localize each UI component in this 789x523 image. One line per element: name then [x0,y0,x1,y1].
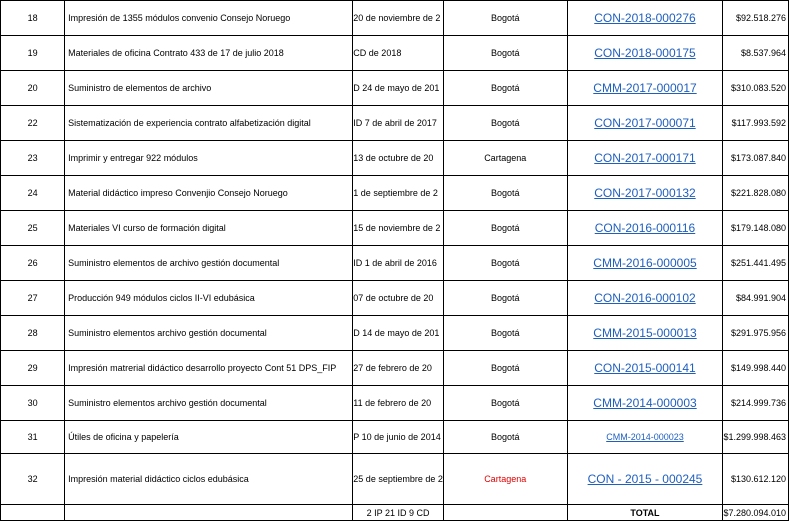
row-date-text: D 24 de mayo de 201 [353,83,440,93]
row-code-cell [567,141,723,176]
total-amount: $7.280.094.010 [723,505,789,521]
contract-code-link[interactable]: CON-2017-000132 [594,186,696,200]
row-date-text: CD de 2018 [353,48,402,58]
table-row [1,211,789,246]
row-city: Bogotá [443,1,567,36]
row-number: 23 [1,141,65,176]
row-number: 32 [1,454,65,505]
row-date [353,281,444,316]
row-city: Bogotá [443,421,567,454]
row-date [353,421,444,454]
row-date-text: D 14 de mayo de 201 [353,328,440,338]
row-number: 29 [1,351,65,386]
totals-city [443,505,567,521]
row-date [353,176,444,211]
row-city: Bogotá [443,176,567,211]
row-city: Bogotá [443,106,567,141]
row-code-cell [567,316,723,351]
row-date [353,141,444,176]
row-city: Bogotá [443,386,567,421]
row-number: 31 [1,421,65,454]
row-date [353,246,444,281]
row-date [353,36,444,71]
row-code-cell [567,351,723,386]
row-number: 22 [1,106,65,141]
contract-code-link[interactable]: CMM-2014-000003 [593,396,697,410]
row-date [353,386,444,421]
table-row [1,36,789,71]
row-city: Bogotá [443,316,567,351]
row-date-text: ID 7 de abril de 2017 [353,118,437,128]
row-date-text: 15 de noviembre de 2 [353,223,441,233]
row-number: 30 [1,386,65,421]
row-description: Materiales VI curso de formación digital [65,211,353,246]
row-number: 18 [1,1,65,36]
row-amount: $1.299.998.463 [723,421,789,454]
row-date-text: P 10 de junio de 2014 [353,432,441,442]
row-city: Cartagena [443,454,567,505]
contract-code-link[interactable]: CON-2018-000175 [594,46,696,60]
row-description: Suministro elementos archivo gestión documental [65,386,353,421]
row-date-text: 27 de febrero de 20 [353,363,432,373]
row-city: Bogotá [443,246,567,281]
row-number: 28 [1,316,65,351]
contracts-table-body [1,1,789,521]
contract-code-link[interactable]: CON-2016-000102 [594,291,696,305]
row-code-cell [567,176,723,211]
row-description: Útiles de oficina y papelería [65,421,353,454]
row-number: 25 [1,211,65,246]
row-number: 27 [1,281,65,316]
contract-code-link[interactable]: CON-2017-000071 [594,116,696,130]
totals-row [1,505,789,521]
row-code-cell [567,386,723,421]
row-date [353,454,444,505]
row-date [353,1,444,36]
row-date [353,351,444,386]
table-row [1,351,789,386]
row-date-text: 25 de septiembre de 2 [353,474,443,484]
table-row [1,71,789,106]
row-amount: $173.087.840 [723,141,789,176]
row-city: Bogotá [443,351,567,386]
row-amount: $291.975.956 [723,316,789,351]
row-code-cell [567,36,723,71]
row-date-text: 11 de febrero de 20 [353,398,432,408]
row-amount: $130.612.120 [723,454,789,505]
row-amount: $92.518.276 [723,1,789,36]
row-city: Bogotá [443,36,567,71]
table-row [1,386,789,421]
row-code-cell [567,281,723,316]
table-row [1,281,789,316]
row-code-cell [567,1,723,36]
row-amount: $221.828.080 [723,176,789,211]
row-amount: $179.148.080 [723,211,789,246]
row-number: 26 [1,246,65,281]
table-row [1,454,789,505]
row-city: Bogotá [443,71,567,106]
contract-code-link[interactable]: CON-2017-000171 [594,151,696,165]
contract-code-link[interactable]: CON - 2015 - 000245 [587,472,703,486]
contract-code-link[interactable]: CON-2015-000141 [594,361,696,375]
table-row [1,176,789,211]
row-description: Sistematización de experiencia contrato alfabetización digital [65,106,353,141]
row-date [353,316,444,351]
row-amount: $149.998.440 [723,351,789,386]
table-row [1,1,789,36]
row-date-text: 1 de septiembre de 2 [353,188,438,198]
table-row [1,316,789,351]
contract-code-link[interactable]: CON-2016-000116 [594,221,696,235]
table-row [1,246,789,281]
table-row [1,106,789,141]
row-description: Suministro elementos archivo gestión documental [65,316,353,351]
row-amount: $117.993.592 [723,106,789,141]
row-city: Bogotá [443,211,567,246]
row-date [353,106,444,141]
table-row [1,141,789,176]
row-description: Suministro elementos de archivo gestión documental [65,246,353,281]
row-number: 20 [1,71,65,106]
row-date-text: 07 de octubre de 20 [353,293,434,303]
row-description: Materiales de oficina Contrato 433 de 17 de julio 2018 [65,36,353,71]
row-amount: $310.083.520 [723,71,789,106]
contract-code-link[interactable]: CON-2018-000276 [594,11,696,25]
row-description: Impresión material didáctico ciclos edubásica [65,454,353,505]
row-code-cell [567,454,723,505]
row-amount: $251.441.495 [723,246,789,281]
contract-code-link[interactable]: CMM-2016-000005 [593,256,697,270]
table-row [1,421,789,454]
row-description: Imprimir y entregar 922 módulos [65,141,353,176]
row-code-cell [567,421,723,454]
row-date [353,211,444,246]
contract-code-link[interactable]: CMM-2015-000013 [593,326,697,340]
row-description: Material didáctico impreso Convenjio Consejo Noruego [65,176,353,211]
row-city: Cartagena [443,141,567,176]
row-city: Bogotá [443,281,567,316]
row-description: Impresión matrerial didáctico desarrollo proyecto Cont 51 DPS_FIP [65,351,353,386]
totals-number [1,505,65,521]
row-code-cell [567,106,723,141]
row-date [353,71,444,106]
row-description: Suministro de elementos de archivo [65,71,353,106]
row-code-cell [567,246,723,281]
row-date-text: ID 1 de abril de 2016 [353,258,437,268]
row-amount: $214.999.736 [723,386,789,421]
contract-code-link[interactable]: CMM-2014-000023 [606,432,684,442]
totals-date-summary: 2 IP 21 ID 9 CD [353,505,444,521]
row-code-cell [567,211,723,246]
row-description: Producción 949 módulos ciclos II-VI edubásica [65,281,353,316]
total-label: TOTAL [567,505,723,521]
contract-code-link[interactable]: CMM-2017-000017 [593,81,697,95]
row-date-text: 20 de noviembre de 2 [353,13,441,23]
row-amount: $84.991.904 [723,281,789,316]
row-description: Impresión de 1355 módulos convenio Consejo Noruego [65,1,353,36]
row-amount: $8.537.964 [723,36,789,71]
row-number: 19 [1,36,65,71]
totals-description [65,505,353,521]
row-number: 24 [1,176,65,211]
row-code-cell [567,71,723,106]
row-date-text: 13 de octubre de 20 [353,153,434,163]
